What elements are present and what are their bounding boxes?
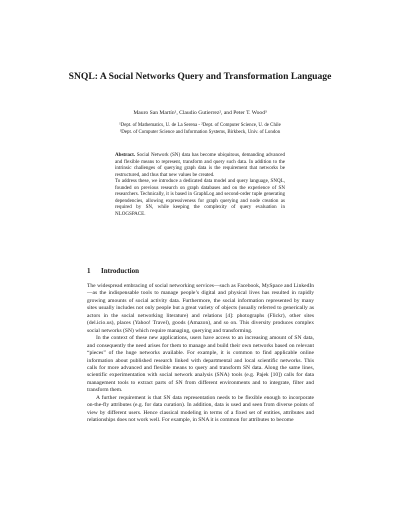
section-title: Introduction — [101, 267, 139, 275]
body-text — [87, 283, 314, 425]
body-paragraph: The widespread embracing of social networking services—such as Facebook, MySpace and LinkedIn—as the indispensable tools to manage people’s digital and physical lives has resulted in rapidly growing amounts of social activity data. Furthermore, the social information represented by many sites usually includes not only people but a great variety of objects (usually referred to generically as actors in the social networking literature) and relations [4]: photographs (Flickr), other sites (del.icio.us), places (Yahoo! Travel), goods (Amazon), and so on. This diversity produces complex social networks (SN) which require managing, querying and transforming. — [87, 283, 314, 334]
abstract-paragraph — [115, 152, 285, 178]
abstract — [115, 152, 285, 217]
body-paragraph: A further requirement is that SN data representation needs to be flexible enough to incorporate on-the-fly attributes (e.g. for data curation). In addition, data is used and seen from diverse points of view by different users. Hence classical modeling in terms of a fixed set of entities, attributes and relationships does not work well. For example, in SNA it is common for attributes to become — [87, 394, 314, 424]
paper-title: SNQL: A Social Networks Query and Transformation Language — [68, 71, 332, 82]
abstract-text: Social Network (SN) data has become ubiquitous, demanding advanced and flexible means to represent, transform and query such data. In addition to the intrinsic challenges of querying graph data is the requirement that networks be restructured, and thus that new values be created. — [115, 152, 285, 178]
body-paragraph: In the context of these new applications, users have access to an increasing amount of SN data, and consequently the need arises for them to manage and build their own networks based on relevant “pieces” of the huge networks available. For example, it is common to find applicable online information about published research linked with departmental and local scientific networks. This calls for more advanced and flexible means to query and transform SN data. Along the same lines, scientific experimentation with social network analysis (SNA) tools (e.g. Pajek [10]) calls for data management tools to extract parts of SN from different environments and to integrate, filter and transform them. — [87, 335, 314, 394]
affiliation-line: ¹Dept. of Mathematics, U. de La Serena - ²Dept. of Computer Science, U. de Chile — [119, 123, 281, 128]
abstract-paragraph: To address these, we introduce a dedicated data model and query language, SNQL, founded on previous research on graph databases and on the experience of SN researchers. Technically, it is based in GraphLog and second-order tuple generating dependencies, allowing expressiveness for graph querying and node creation as required by SN, while keeping the complexity of query evaluation in NLOGSPACE. — [115, 178, 285, 217]
section-heading — [87, 267, 139, 276]
author-list: Mauro San Martín¹, Claudio Gutierrez², and Peter T. Wood³ — [133, 110, 267, 116]
affiliations — [60, 123, 340, 136]
affiliation-line: ³Dept. of Computer Science and Information Systems, Birkbeck, Univ. of London — [119, 129, 281, 135]
abstract-label: Abstract. — [115, 152, 136, 158]
section-number: 1 — [87, 267, 91, 275]
